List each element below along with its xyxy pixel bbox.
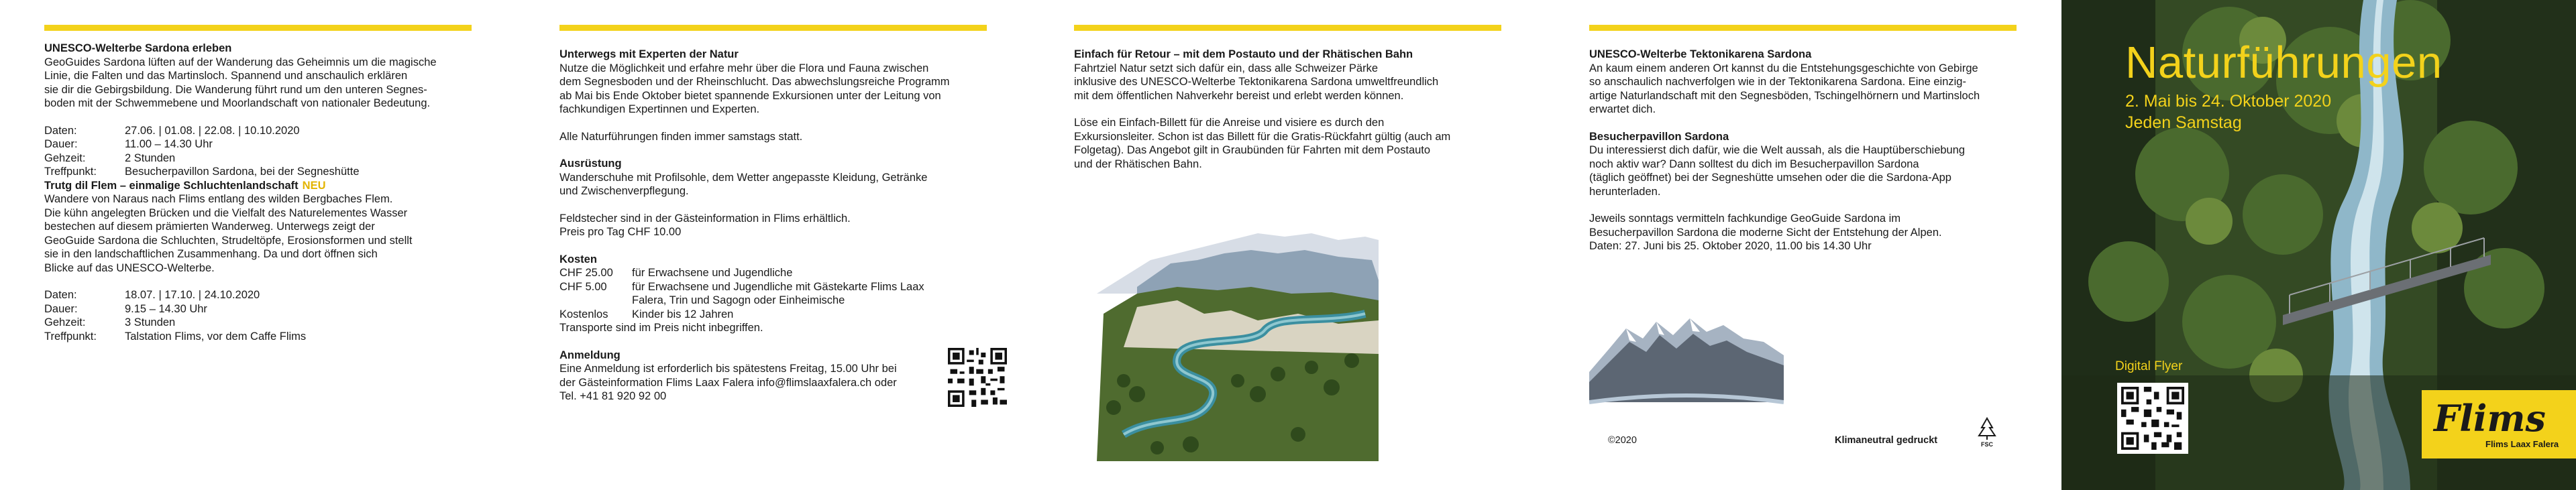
text-line: und Zwischenverpflegung. bbox=[559, 185, 689, 197]
text-line: Nutze die Möglichkeit und erfahre mehr über die Flora und Fauna zwischen bbox=[559, 62, 929, 74]
text-line: mit dem öffentlichen Nahverkehr bereist und erlebt werden können. bbox=[1074, 89, 1404, 102]
flims-logo-subtitle: Flims Laax Falera bbox=[2485, 439, 2559, 449]
text-line: noch aktiv war? Dann solltest du dich im Besucherpavillon Sardona bbox=[1589, 158, 1919, 170]
panel-1 bbox=[44, 42, 487, 343]
svg-text:FSC: FSC bbox=[1981, 441, 1993, 448]
heading-anmeldung: Anmeldung bbox=[559, 349, 621, 361]
text-line: Besucherpavillon Sardona die moderne Sicht der Entstehung der Alpen. bbox=[1589, 226, 1942, 239]
cost-row: CHF 25.00 für Erwachsene und Jugendliche bbox=[559, 267, 793, 279]
accent-bar-4 bbox=[1589, 25, 2017, 31]
text-line: Tel. +41 81 920 92 00 bbox=[559, 390, 667, 402]
heading-retour: Einfach für Retour – mit dem Postauto und der Rhätischen Bahn bbox=[1074, 48, 1413, 60]
digital-flyer-qr-code[interactable] bbox=[2117, 383, 2188, 454]
accent-bar-2 bbox=[559, 25, 987, 31]
climate-neutral: Klimaneutral gedruckt bbox=[1835, 435, 1938, 446]
detail-row: Gehzeit: 3 Stunden bbox=[44, 316, 176, 328]
panel-3 bbox=[1074, 48, 1490, 171]
text-line: sie dir die Gebirgsbildung. Die Wanderung führt rund um den unteren Segnes- bbox=[44, 83, 427, 96]
heading-sardona-erleben: UNESCO-Welterbe Sardona erleben bbox=[44, 42, 232, 54]
cost-row: Kostenlos Kinder bis 12 Jahren bbox=[559, 308, 734, 320]
text-line: Linie, die Falten und das Martinsloch. Spannend und anschaulich erklären bbox=[44, 70, 408, 82]
mountain-illustration bbox=[1589, 302, 1784, 409]
detail-row: Daten: 27.06. | 01.08. | 22.08. | 10.10.2020 bbox=[44, 124, 300, 137]
detail-row: Gehzeit: 2 Stunden bbox=[44, 151, 176, 164]
text-line: Die kühn angelegten Brücken und die Vielfalt des Naturelementes Wasser bbox=[44, 206, 408, 219]
text-line: Alle Naturführungen finden immer samstags statt. bbox=[559, 130, 803, 143]
text-line: Transporte sind im Preis nicht inbegriffen. bbox=[559, 322, 763, 334]
heading-ausruestung: Ausrüstung bbox=[559, 158, 622, 170]
text-line: An kaum einem anderen Ort kannst du die Entstehungsgeschichte von Gebirge bbox=[1589, 62, 1978, 74]
text-line: fachkundigen Expertinnen und Experten. bbox=[559, 103, 760, 115]
panel-2 bbox=[559, 48, 962, 404]
cost-row: Falera, Trin und Sagogn oder Einheimische bbox=[632, 294, 845, 306]
rhine-gorge-illustration bbox=[1097, 213, 1379, 461]
text-line: sie in den landschaftlichen Zusammenhang. Da und dort öffnen sich bbox=[44, 248, 378, 260]
text-line: inklusive des UNESCO-Welterbe Tektonikarena Sardona umweltfreundlich bbox=[1074, 76, 1439, 88]
text-line: Du interessierst dich dafür, wie die Welt aussah, als die Hauptüberschiebung bbox=[1589, 144, 1966, 156]
fsc-logo bbox=[1974, 417, 2000, 448]
text-line: so anschaulich nachverfolgen wie in der Tektonikarena Sardona. Eine einzig- bbox=[1589, 76, 1966, 88]
heading-trutg-dil-flem: Trutg dil Flem – einmalige Schluchtenlandschaft NEU bbox=[44, 179, 326, 192]
cover-title: Naturführungen bbox=[2125, 38, 2443, 88]
text-line: GeoGuides Sardona lüften auf der Wanderung das Geheimnis um die magische bbox=[44, 56, 437, 68]
qr-code[interactable] bbox=[948, 348, 1007, 407]
text-line: Preis pro Tag CHF 10.00 bbox=[559, 226, 682, 238]
text-line: und der Rhätischen Bahn. bbox=[1074, 158, 1202, 170]
text-line: ab Mai bis Ende Oktober bietet spannende Exkursionen unter der Leitung von bbox=[559, 89, 941, 102]
cost-row: CHF 5.00 für Erwachsene und Jugendliche mit Gästekarte Flims Laax bbox=[559, 280, 924, 293]
text-line: Daten: 27. Juni bis 25. Oktober 2020, 11.00 bis 14.30 Uhr bbox=[1589, 240, 1872, 252]
detail-row: Daten: 18.07. | 17.10. | 24.10.2020 bbox=[44, 289, 260, 301]
text-line: Wanderschuhe mit Profilsohle, dem Wetter angepasste Kleidung, Getränke bbox=[559, 171, 928, 184]
text-line: herunterladen. bbox=[1589, 185, 1661, 198]
digital-flyer-label: Digital Flyer bbox=[2115, 359, 2183, 373]
heading-kosten: Kosten bbox=[559, 253, 597, 265]
text-line: Eine Anmeldung ist erforderlich bis spätestens Freitag, 15.00 Uhr bei bbox=[559, 363, 897, 375]
text-line: dem Segnesboden und der Rheinschlucht. Das abwechslungsreiche Programm bbox=[559, 76, 950, 88]
copyright: ©2020 bbox=[1608, 435, 1637, 446]
text-line: Jeweils sonntags vermitteln fachkundige GeoGuide Sardona im bbox=[1589, 212, 1901, 225]
panel-4 bbox=[1589, 48, 2019, 253]
flims-logo: Flims bbox=[2434, 397, 2546, 440]
text-line: Wandere von Naraus nach Flims entlang des wilden Bergbaches Flem. bbox=[44, 193, 393, 205]
text-line: artige Naturlandschaft mit den Segnesböden, Tschingelhörnern und Martinsloch bbox=[1589, 89, 1980, 102]
heading-experten: Unterwegs mit Experten der Natur bbox=[559, 48, 739, 60]
heading-tektonikarena: UNESCO-Welterbe Tektonikarena Sardona bbox=[1589, 48, 1812, 60]
text-line: Feldstecher sind in der Gästeinformation in Flims erhältlich. bbox=[559, 212, 851, 225]
text-line: Blicke auf das UNESCO-Welterbe. bbox=[44, 261, 215, 274]
detail-row: Treffpunkt: Besucherpavillon Sardona, bei der Segneshütte bbox=[44, 166, 360, 178]
text-line: Löse ein Einfach-Billett für die Anreise und visiere es durch den bbox=[1074, 117, 1385, 129]
detail-row: Dauer: 9.15 – 14.30 Uhr bbox=[44, 302, 207, 315]
text-line: GeoGuide Sardona die Schluchten, Strudeltöpfe, Erosionsformen und stellt bbox=[44, 234, 413, 247]
text-line: (täglich geöffnet) bei der Segneshütte umsehen oder die die Sardona-App bbox=[1589, 172, 1951, 184]
new-badge: NEU bbox=[302, 179, 326, 192]
detail-row: Treffpunkt: Talstation Flims, vor dem Caffe Flims bbox=[44, 330, 307, 343]
accent-bar-3 bbox=[1074, 25, 1501, 31]
text-line: Fahrtziel Natur setzt sich dafür ein, dass alle Schweizer Pärke bbox=[1074, 62, 1379, 74]
text-line: der Gästeinformation Flims Laax Falera info@flimslaaxfalera.ch oder bbox=[559, 376, 897, 389]
accent-bar-1 bbox=[44, 25, 472, 31]
text-line: Folgetag). Das Angebot gilt in Graubünden für Fahrten mit dem Postauto bbox=[1074, 144, 1431, 156]
detail-row: Dauer: 11.00 – 14.30 Uhr bbox=[44, 138, 213, 150]
text-line: Exkursionsleiter. Schon ist das Billett für die Gratis-Rückfahrt gültig (auch am bbox=[1074, 130, 1451, 143]
cover-dates: 2. Mai bis 24. Oktober 2020 bbox=[2125, 92, 2332, 111]
text-line: boden mit der Schwemmebene und Moorlandschaft von nationaler Bedeutung. bbox=[44, 97, 431, 109]
text-line: erwartet dich. bbox=[1589, 103, 1656, 115]
text-line: bestechen auf diesem prämierten Wanderweg. Unterwegs zeigt der bbox=[44, 221, 375, 233]
cover-weekday: Jeden Samstag bbox=[2125, 113, 2242, 132]
heading-besucherpavillon: Besucherpavillon Sardona bbox=[1589, 130, 1729, 143]
